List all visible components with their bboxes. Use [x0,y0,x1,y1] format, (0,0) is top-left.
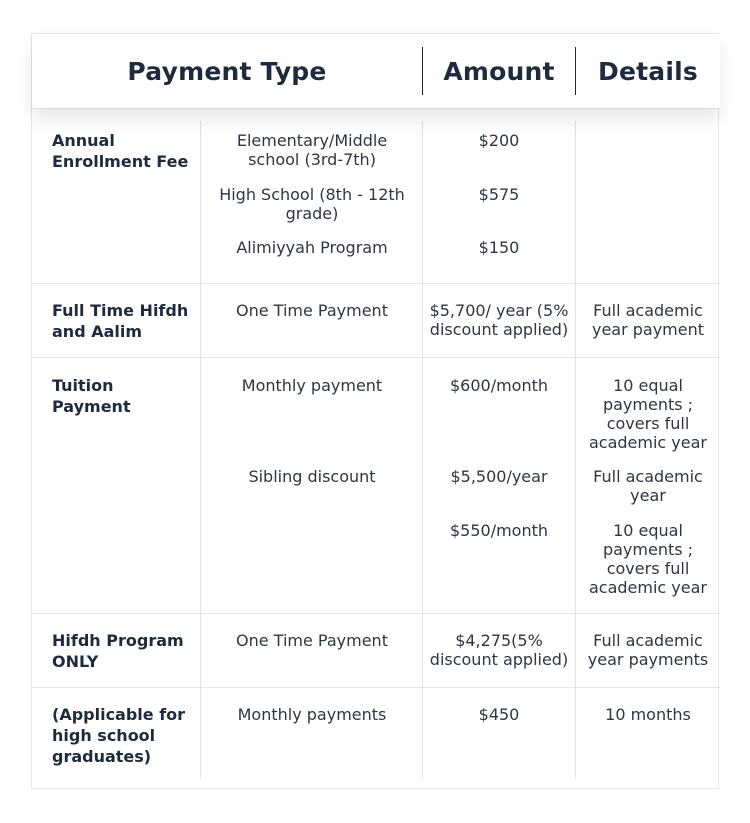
row-divider [32,687,720,688]
details-cell: Full academic year payment [591,301,705,339]
row-divider [32,357,720,358]
row-label: Full Time Hifdh and Aalim [52,301,189,341]
payment-type-cell: Monthly payments [237,705,387,724]
payment-type-cell: Alimiyyah Program [236,238,388,257]
row-label: Annual Enrollment Fee [52,131,189,171]
column-divider [200,121,201,779]
row-divider [32,613,720,614]
row-label: Tuition Payment [52,376,131,416]
amount-cell: $600/month [449,376,549,395]
amount-cell: $200 [478,131,520,150]
amount-cell: $550/month [449,521,549,540]
amount-cell: $150 [478,238,520,257]
payment-type-cell: Monthly payment [241,376,383,395]
row-label: Hifdh Program ONLY [52,631,184,671]
details-cell: 10 equal payments ; covers full academic year [588,376,707,452]
amount-cell: $450 [478,705,520,724]
column-divider [575,121,576,779]
row-label: (Applicable for high school graduates) [52,705,186,766]
payment-type-cell: Elementary/Middle school (3rd-7th) [236,131,388,169]
payment-type-cell: High School (8th - 12th grade) [219,185,405,223]
header-payment-type: Payment Type [127,56,327,86]
details-cell: Full academic year payments [587,631,709,669]
table-header [32,34,720,109]
header-amount: Amount [443,56,555,86]
payment-type-cell: Sibling discount [248,467,376,486]
details-cell: 10 months [605,705,691,724]
amount-cell: $5,500/year [450,467,548,486]
payment-type-cell: One Time Payment [236,301,388,320]
amount-cell: $575 [478,185,520,204]
amount-cell: $5,700/ year (5% discount applied) [429,301,569,339]
payment-type-cell: One Time Payment [236,631,388,650]
details-cell: 10 equal payments ; covers full academic year [588,521,707,597]
amount-cell: $4,275(5% discount applied) [429,631,569,669]
header-details: Details [598,56,698,86]
tuition-table [31,33,719,789]
details-cell: Full academic year [593,467,703,505]
column-divider [422,121,423,779]
row-divider [32,283,720,284]
